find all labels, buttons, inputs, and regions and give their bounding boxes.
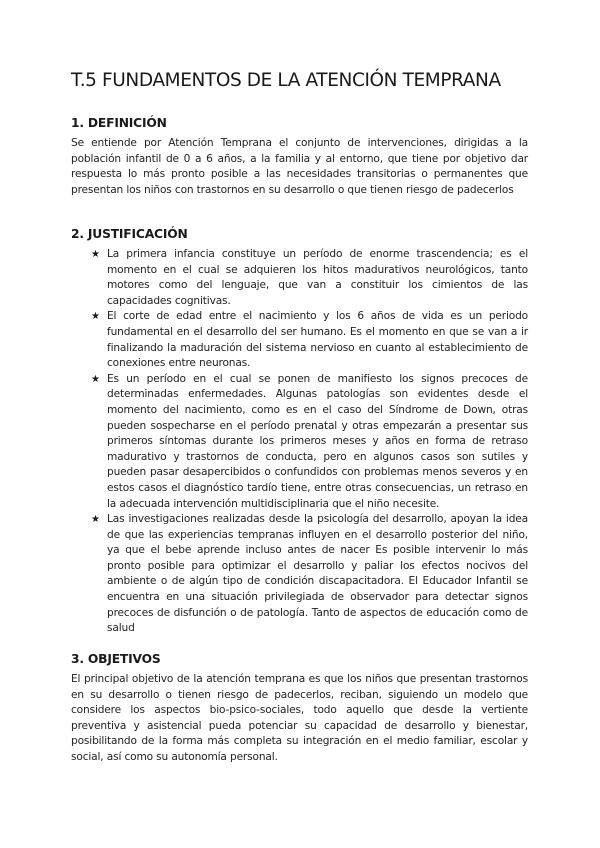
star-bullet-icon: ★ xyxy=(91,249,100,260)
objetivos-paragraph: El principal objetivo de la atención temprana es que los niños que presentan trastornos en su desarrollo o tienen riesgo de padecerlos, reciban, siguiendo un modelo que considere los aspectos bio-psico-sociales, todo aquello que desde la vertiente preventiva y asistencial pueda potenciar su capacidad de desarrollo y bienestar, posibilitando de la forma más completa su integración en el medio familiar, escolar y social, así como su autonomía personal. xyxy=(71,673,528,763)
list-item-text: Es un período en el cual se ponen de manifiesto los signos precoces de determinadas enfermedades. Algunas patologías son evidentes desde el momento del nacimiento, como es en el caso del Síndrome de Down, otras pueden sospecharse en el período prenatal y otras empezarán a presentar sus primeros síntomas durante los primeros meses y años en forma de retraso madurativo y trastornos de conducta, pero en algunos casos son sutiles y pueden pasar desapercibidos o confundidos con problemas menos severos y en estos casos el diagnóstico tardío tiene, entre otras consecuencias, un retraso en la adecuada intervención multidisciplinaria que el niño necesite. xyxy=(107,372,528,510)
star-bullet-icon: ★ xyxy=(91,514,100,526)
star-bullet-icon: ★ xyxy=(91,373,100,385)
section-heading-justificacion: 2. JUSTIFICACIÓN xyxy=(71,227,188,241)
section-heading-objetivos: 3. OBJETIVOS xyxy=(71,652,161,666)
list-item xyxy=(91,372,528,512)
star-bullet-icon: ★ xyxy=(91,311,100,323)
list-item xyxy=(91,309,528,371)
justificacion-list xyxy=(91,247,528,637)
list-item xyxy=(91,247,528,309)
section-heading-definicion: 1. DEFINICIÓN xyxy=(71,116,167,130)
document-title: T.5 FUNDAMENTOS DE LA ATENCIÓN TEMPRANA xyxy=(71,70,501,91)
list-item xyxy=(91,512,528,637)
definicion-paragraph: Se entiende por Atención Temprana el conjunto de intervenciones, dirigidas a la población infantil de 0 a 6 años, a la familia y al entorno, que tiene por objetivo dar respuesta lo más pronto posible a las necesidades transitorias o permanentes que presentan los niños con trastornos en su desarrollo o que tienen riesgo de padecerlos xyxy=(71,137,528,196)
list-item-text: La primera infancia constituye un período de enorme trascendencia; es el momento en el cual se adquieren los hitos madurativos neurológicos, tanto motores como del lenguaje, que van a constituir los cimientos de las capacidades cognitivas. xyxy=(107,248,528,307)
list-item-text: Las investigaciones realizadas desde la psicología del desarrollo, apoyan la idea de que las experiencias tempranas influyen en el desarrollo posterior del niño, ya que el bebe aprende incluso antes de nacer Es posible intervenir lo más pronto posible para optimizar el desarrollo y paliar los efectos nocivos del ambiente o de algún tipo de condición discapacitadora. El Educador Infantil se encuentra en una situación privilegiada de observador para detectar signos precoces de disfunción o de patología. Tanto de aspectos de educación como de salud xyxy=(107,513,528,635)
list-item-text: El corte de edad entre el nacimiento y los 6 años de vida es un periodo fundamental en el desarrollo del ser humano. Es el momento en que se van a ir finalizando la maduración del sistema nervioso en cuanto al establecimiento de conexiones entre neuronas. xyxy=(107,310,528,370)
